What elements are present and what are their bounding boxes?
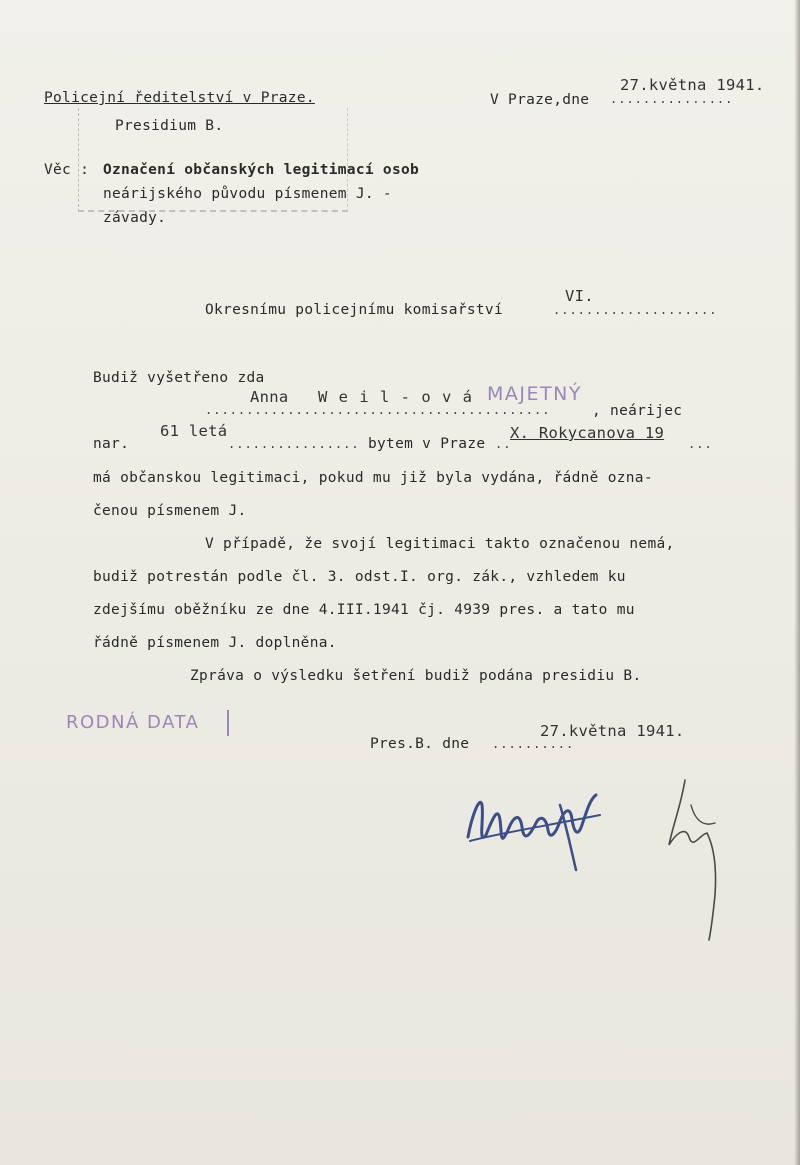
sender-line-2: Presidium B. <box>115 118 224 134</box>
person-last-name: W e i l - o v á <box>318 388 473 406</box>
stamp-majetny: MAJETNÝ <box>487 383 582 405</box>
stamp-rodna-bracket <box>224 710 229 736</box>
body-line-1: Budiž vyšetřeno zda <box>93 370 265 386</box>
recipient-number: VI. <box>565 287 594 305</box>
person-address: X. Rokycanova 19 <box>510 424 665 442</box>
para2-line-2: budiž potrestán podle čl. 3. odst.I. org. zák., vzhledem ku <box>93 569 626 585</box>
body-line-5: čenou písmenem J. <box>93 503 247 519</box>
stamp-rodna-data: RODNÁ DATA <box>66 712 200 733</box>
pres-dots: .......... <box>492 737 575 751</box>
place-date-prefix: V Praze,dne <box>490 92 590 108</box>
body-line-4: má občanskou legitimaci, pokud mu již byla vydána, řádně ozna- <box>93 470 653 486</box>
person-first-name: Anna <box>250 388 289 406</box>
person-age: 61 letá <box>160 422 228 440</box>
sender-line-1: Policejní ředitelství v Praze. <box>44 90 315 106</box>
header-date: 27.května 1941. <box>620 76 765 94</box>
signature-blue-stroke <box>468 795 596 838</box>
para2-line-3: zdejšímu oběžníku ze dne 4.III.1941 čj. 4939 pres. a tato mu <box>93 602 635 618</box>
bytem-text: bytem v Praze <box>368 436 486 452</box>
para2-line-1: V případě, že svojí legitimaci takto označenou nemá, <box>205 536 675 552</box>
subject-line-3: závady. <box>103 210 167 226</box>
name-dots: .......................................... <box>205 403 551 417</box>
signature-pencil <box>655 765 745 945</box>
pres-prefix: Pres.B. dne <box>370 736 470 752</box>
signature-blue <box>460 775 610 875</box>
subject-label: Věc : <box>44 162 90 178</box>
address-dots-a: .. <box>495 437 512 451</box>
recipient-dots: .................... <box>553 303 718 317</box>
nearijec: , neárijec <box>592 403 683 419</box>
para2-line-4: řádně písmenem J. doplněna. <box>93 635 337 651</box>
subject-line-1: Označení občanských legitimací osob <box>103 162 420 178</box>
age-dots: ................ <box>228 437 360 451</box>
para3: Zpráva o výsledku šetření budiž podána presidiu B. <box>190 668 642 684</box>
header-date-dots: ............... <box>610 92 734 106</box>
subject-line-2: neárijského původu písmenem J. - <box>103 186 392 202</box>
paper-edge-shadow <box>794 0 800 1165</box>
address-dots-b: ... <box>688 437 713 451</box>
signature-pencil-stroke <box>669 780 716 940</box>
pres-date: 27.května 1941. <box>540 722 685 740</box>
recipient-text: Okresnímu policejnímu komisařství <box>205 302 503 318</box>
nar-prefix: nar. <box>93 436 130 452</box>
